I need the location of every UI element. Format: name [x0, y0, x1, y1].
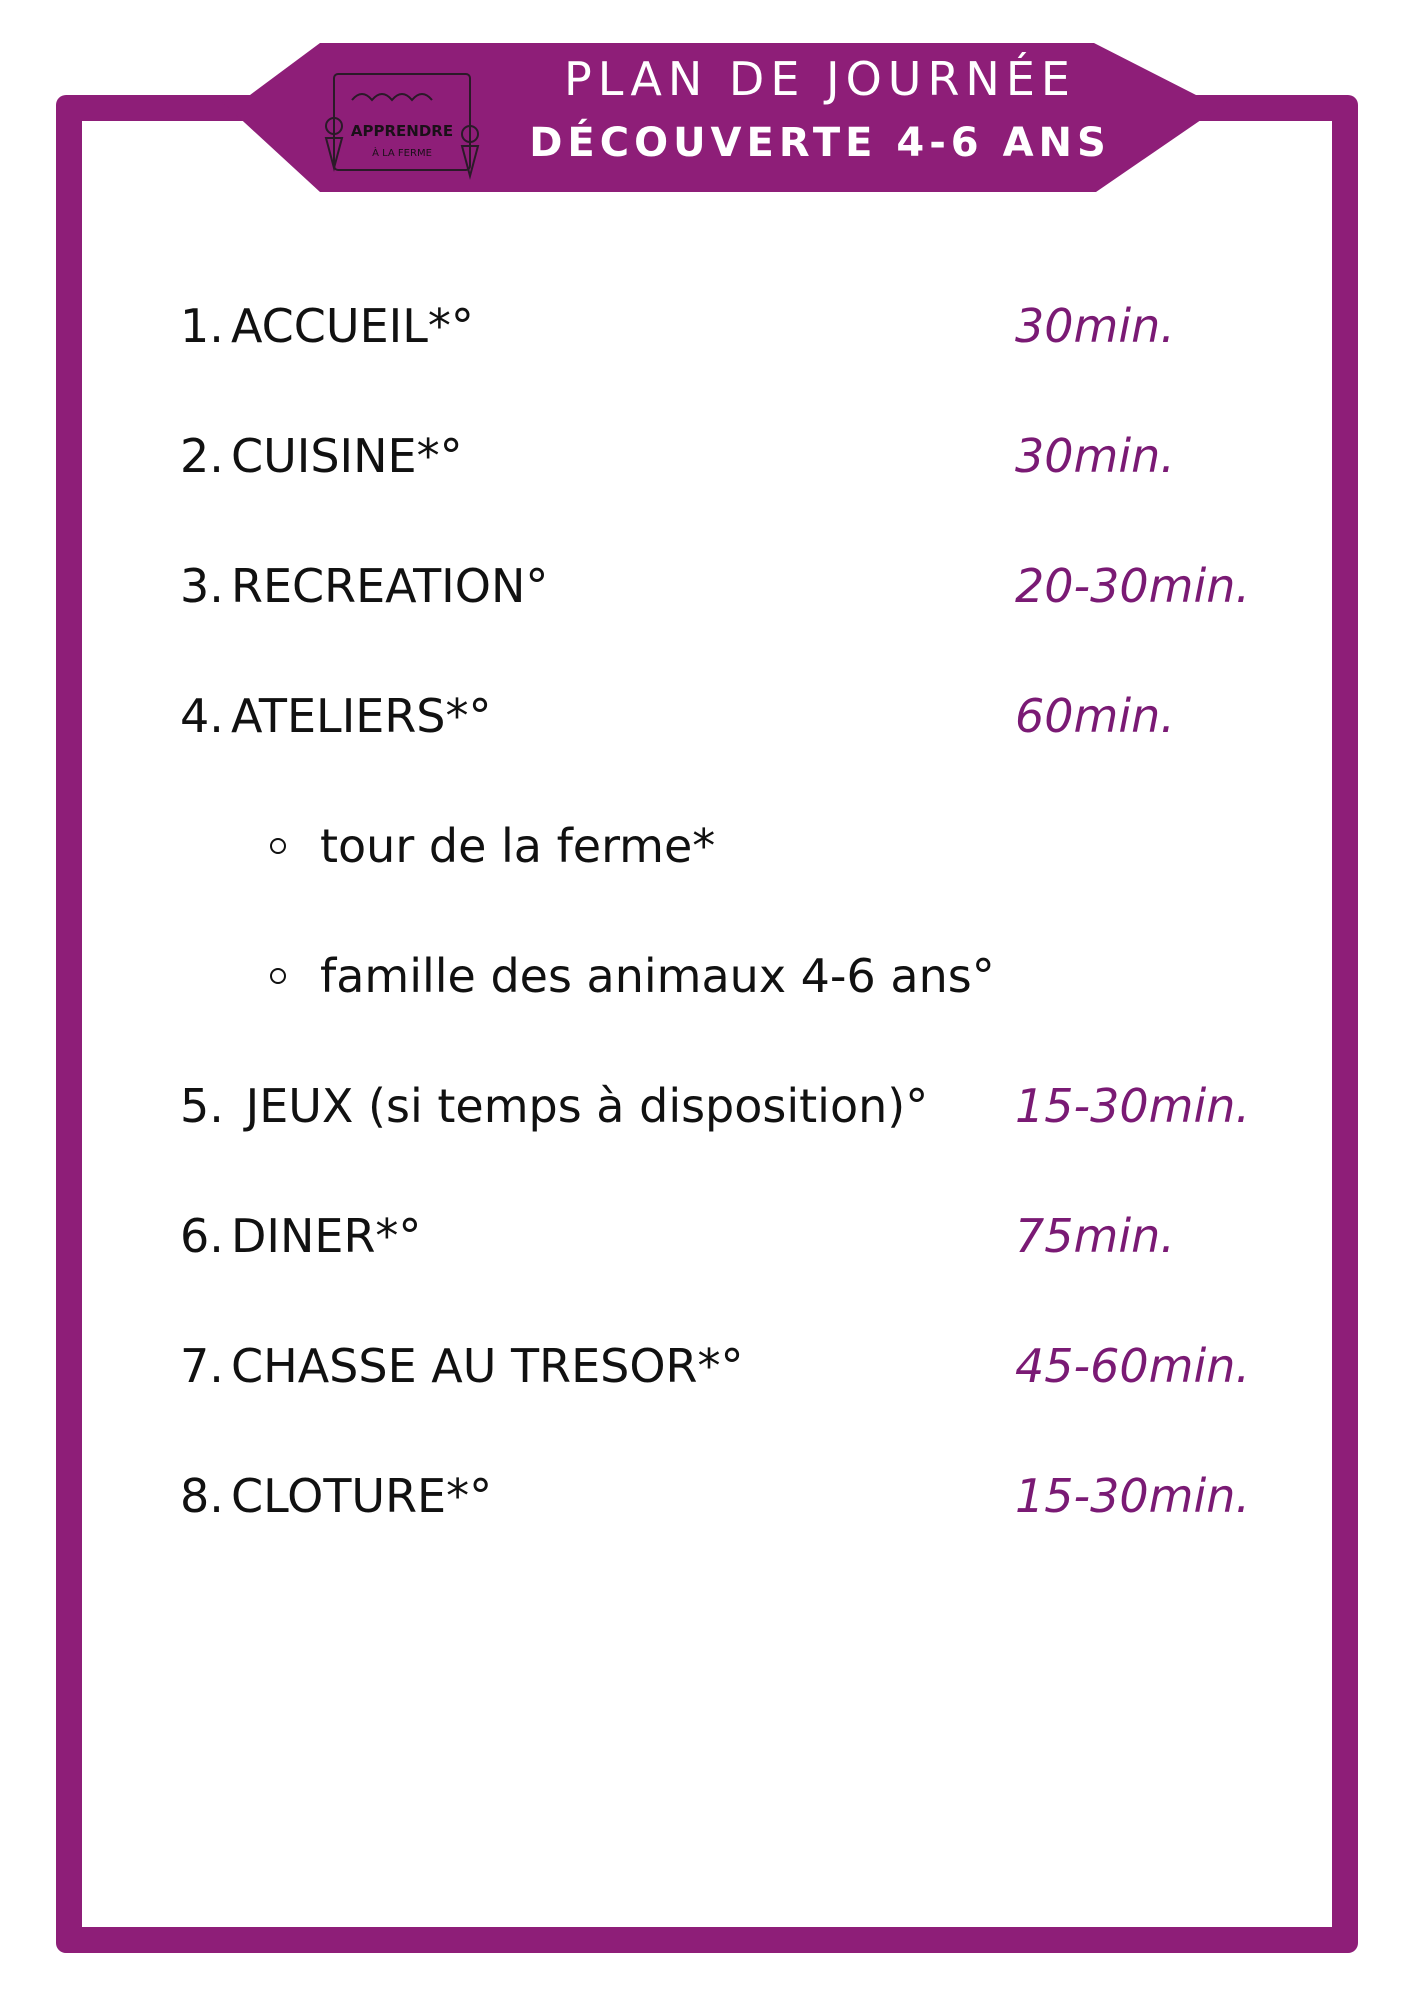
item-duration: 30min. — [1015, 299, 1175, 353]
item-number: 1. — [180, 299, 224, 353]
page-title: PLAN DE JOURNÉE — [564, 52, 1076, 106]
item-duration: 60min. — [1015, 689, 1175, 743]
item-duration: 75min. — [1015, 1209, 1175, 1263]
schedule-item-8 — [0, 1466, 1414, 1526]
item-duration: 20-30min. — [1015, 559, 1251, 613]
item-number: 7. — [180, 1339, 224, 1393]
schedule-item-2 — [0, 426, 1414, 486]
item-number: 3. — [180, 559, 224, 613]
item-label: RECREATION° — [231, 559, 549, 613]
item-number: 6. — [180, 1209, 224, 1263]
page-frame — [56, 95, 1358, 1953]
item-label: CLOTURE*° — [231, 1469, 493, 1523]
schedule-subitem-1 — [0, 816, 1414, 876]
subitem-label: famille des animaux 4-6 ans° — [320, 949, 995, 1003]
circle-bullet-icon — [270, 838, 286, 854]
schedule-subitem-2 — [0, 946, 1414, 1006]
logo-text-main: APPRENDRE — [350, 122, 454, 140]
item-label: CHASSE AU TRESOR*° — [231, 1339, 744, 1393]
farm-logo — [322, 66, 482, 190]
subitem-label: tour de la ferme* — [320, 819, 716, 873]
schedule-item-5 — [0, 1076, 1414, 1136]
item-label: JEUX (si temps à disposition)° — [231, 1079, 929, 1133]
schedule-item-4 — [0, 686, 1414, 746]
item-label: CUISINE*° — [231, 429, 463, 483]
item-duration: 45-60min. — [1015, 1339, 1251, 1393]
schedule-item-7 — [0, 1336, 1414, 1396]
logo-text-sub: À LA FERME — [372, 148, 432, 159]
schedule-item-1 — [0, 296, 1414, 356]
item-number: 5. — [180, 1079, 224, 1133]
item-label: DINER*° — [231, 1209, 422, 1263]
item-number: 2. — [180, 429, 224, 483]
item-duration: 15-30min. — [1015, 1469, 1251, 1523]
item-label: ACCUEIL*° — [231, 299, 474, 353]
item-number: 8. — [180, 1469, 224, 1523]
item-number: 4. — [180, 689, 224, 743]
schedule-item-6 — [0, 1206, 1414, 1266]
page-subtitle: DÉCOUVERTE 4-6 ANS — [529, 120, 1111, 166]
item-duration: 15-30min. — [1015, 1079, 1251, 1133]
item-duration: 30min. — [1015, 429, 1175, 483]
item-label: ATELIERS*° — [231, 689, 492, 743]
schedule-item-3 — [0, 556, 1414, 616]
circle-bullet-icon — [270, 968, 286, 984]
